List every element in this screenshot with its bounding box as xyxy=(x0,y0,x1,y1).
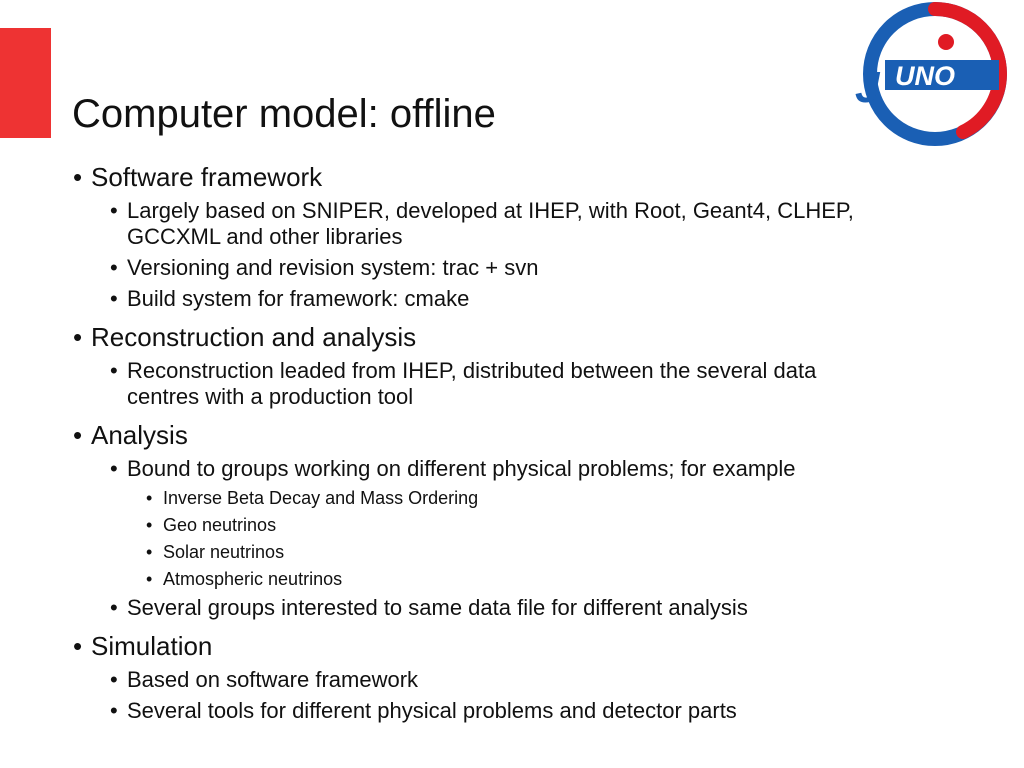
bullet-glyph: • xyxy=(110,255,118,280)
bullet-text: Analysis xyxy=(91,420,188,450)
accent-bar xyxy=(0,28,51,138)
logo-text: UNO xyxy=(895,61,955,91)
bullet-text: Simulation xyxy=(91,631,213,661)
bullet-glyph: • xyxy=(146,488,153,508)
bullet-text: Build system for framework: cmake xyxy=(127,286,470,311)
section-heading xyxy=(0,420,1024,451)
bullet-glyph: • xyxy=(146,542,153,562)
bullet-text: Inverse Beta Decay and Mass Ordering xyxy=(163,488,479,508)
bullet-glyph: • xyxy=(110,595,118,620)
bullet-text: Several tools for different physical problems and detector parts xyxy=(127,698,737,723)
list-item xyxy=(0,286,1024,312)
bullet-glyph: • xyxy=(146,515,153,535)
sub-list-item xyxy=(0,487,1024,509)
bullet-text: Solar neutrinos xyxy=(163,542,285,562)
list-item xyxy=(0,698,1024,724)
bullet-text: Bound to groups working on different physical problems; for example xyxy=(127,456,796,481)
bullet-text: Based on software framework xyxy=(127,667,419,692)
bullet-text: Reconstruction and analysis xyxy=(91,322,417,352)
bullet-text: Atmospheric neutrinos xyxy=(163,569,343,589)
bullet-glyph: • xyxy=(146,569,153,589)
bullet-text: Reconstruction leaded from IHEP, distributed between the several data xyxy=(127,358,817,383)
bullet-text: Geo neutrinos xyxy=(163,515,277,535)
bullet-glyph: • xyxy=(110,456,118,481)
bullet-text: Software framework xyxy=(91,162,323,192)
bullet-glyph: • xyxy=(110,667,118,692)
sub-list-item xyxy=(0,514,1024,536)
bullet-glyph: • xyxy=(110,198,118,223)
bullet-text: Versioning and revision system: trac + svn xyxy=(127,255,539,280)
bullet-glyph: • xyxy=(73,322,83,352)
juno-logo-icon xyxy=(853,2,1023,147)
bullet-glyph: • xyxy=(110,698,118,723)
bullet-text: GCCXML and other libraries xyxy=(127,224,403,249)
bullet-text: Largely based on SNIPER, developed at IHEP, with Root, Geant4, CLHEP, xyxy=(127,198,854,223)
bullet-glyph: • xyxy=(110,286,118,311)
sub-list-item xyxy=(0,541,1024,563)
section-heading xyxy=(0,162,1024,193)
bullet-glyph: • xyxy=(73,420,83,450)
page-title: Computer model: offline xyxy=(72,92,496,136)
bullet-text: Several groups interested to same data file for different analysis xyxy=(127,595,748,620)
section-heading xyxy=(0,322,1024,353)
list-item xyxy=(0,255,1024,281)
logo-letter: J xyxy=(855,63,880,112)
bullet-text: centres with a production tool xyxy=(127,384,414,409)
list-item xyxy=(0,667,1024,693)
list-item xyxy=(0,198,1024,250)
bullet-glyph: • xyxy=(73,631,83,661)
list-item xyxy=(0,358,1024,410)
list-item xyxy=(0,456,1024,482)
bullet-glyph: • xyxy=(110,358,118,383)
bullet-list xyxy=(0,162,1024,724)
section-heading xyxy=(0,631,1024,662)
bullet-glyph: • xyxy=(73,162,83,192)
list-item xyxy=(0,595,1024,621)
logo-red-dot xyxy=(938,34,954,50)
sub-list-item xyxy=(0,568,1024,590)
